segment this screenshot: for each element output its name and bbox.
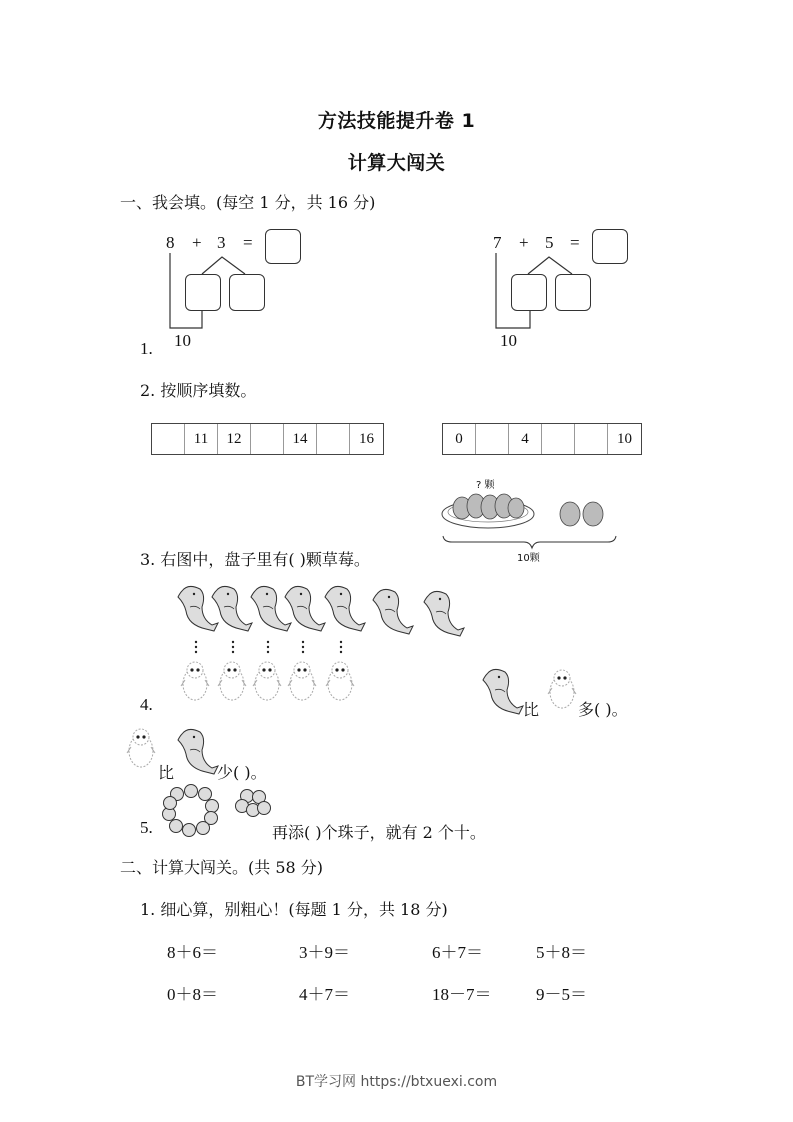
section-2-sub-1-label: 1. 细心算，别粗心！(每题 1 分，共 18 分): [140, 900, 448, 919]
q1-right-addend-b: 5: [545, 233, 554, 252]
penguin-row: [181, 662, 354, 700]
q1-left-operator: +: [192, 233, 202, 252]
q3-label: 3. 右图中，盘子里有( )颗草莓。: [140, 550, 370, 569]
q1-right-addend-a: 7: [493, 233, 502, 252]
q4-number: 4.: [140, 695, 153, 714]
strawberry-top-label: ? 颗: [476, 480, 495, 491]
q1-number: 1.: [140, 339, 153, 358]
dolphin-row: [178, 586, 464, 636]
q1-left-equals: =: [243, 233, 253, 252]
calc-item: 5＋8＝: [536, 943, 587, 962]
q1-left-addend-b: 3: [217, 233, 226, 252]
q1-left-ten: 10: [174, 331, 191, 350]
seq-left-cell: 12: [218, 424, 251, 454]
page-subtitle: 计算大闯关: [347, 152, 446, 174]
dotted-connectors: [195, 641, 342, 653]
beads-figure: [160, 782, 280, 842]
section-1-heading: 一、我会填。(每空 1 分，共 16 分): [120, 193, 376, 212]
bead-ring-icon: [163, 785, 219, 837]
calc-item: 9－5＝: [536, 985, 587, 1004]
seq-right-cell: 4: [509, 424, 542, 454]
calc-item: 0＋8＝: [167, 985, 218, 1004]
section-2-heading: 二、计算大闯关。(共 58 分): [120, 858, 324, 877]
q4-more-blank[interactable]: 多( )。: [578, 700, 628, 719]
q4-compare-word-2: 比: [158, 763, 175, 782]
strawberry-bottom-label: 10颗: [517, 553, 540, 564]
seq-left-cell: 16: [359, 430, 374, 447]
seq-left-cell: 14: [284, 424, 317, 454]
loose-beads-icon: [236, 790, 271, 817]
calc-item: 8＋6＝: [167, 943, 218, 962]
q5-number: 5.: [140, 818, 153, 837]
q4-compare-word-1: 比: [523, 700, 540, 719]
q1-left-addend-a: 8: [166, 233, 175, 252]
calc-item: 18－7＝: [432, 985, 492, 1004]
calc-item: 6＋7＝: [432, 943, 483, 962]
q5-text: 再添( )个珠子，就有 2 个十。: [272, 823, 486, 842]
q4-less-blank[interactable]: 少( )。: [217, 763, 267, 782]
footer-watermark: BT学习网 https://btxuexi.com: [295, 1074, 498, 1090]
calc-item: 4＋7＝: [299, 985, 350, 1004]
q2-label: 2. 按顺序填数。: [140, 381, 257, 400]
page-title: 方法技能提升卷 1: [317, 110, 476, 132]
seq-right-cell: 0: [443, 424, 476, 454]
q1-right-equals: =: [570, 233, 580, 252]
q1-right-ten: 10: [500, 331, 517, 350]
seq-right-cell: 10: [617, 430, 632, 447]
q1-right-operator: +: [519, 233, 529, 252]
calc-item: 3＋9＝: [299, 943, 350, 962]
seq-left-cell: 11: [185, 424, 218, 454]
